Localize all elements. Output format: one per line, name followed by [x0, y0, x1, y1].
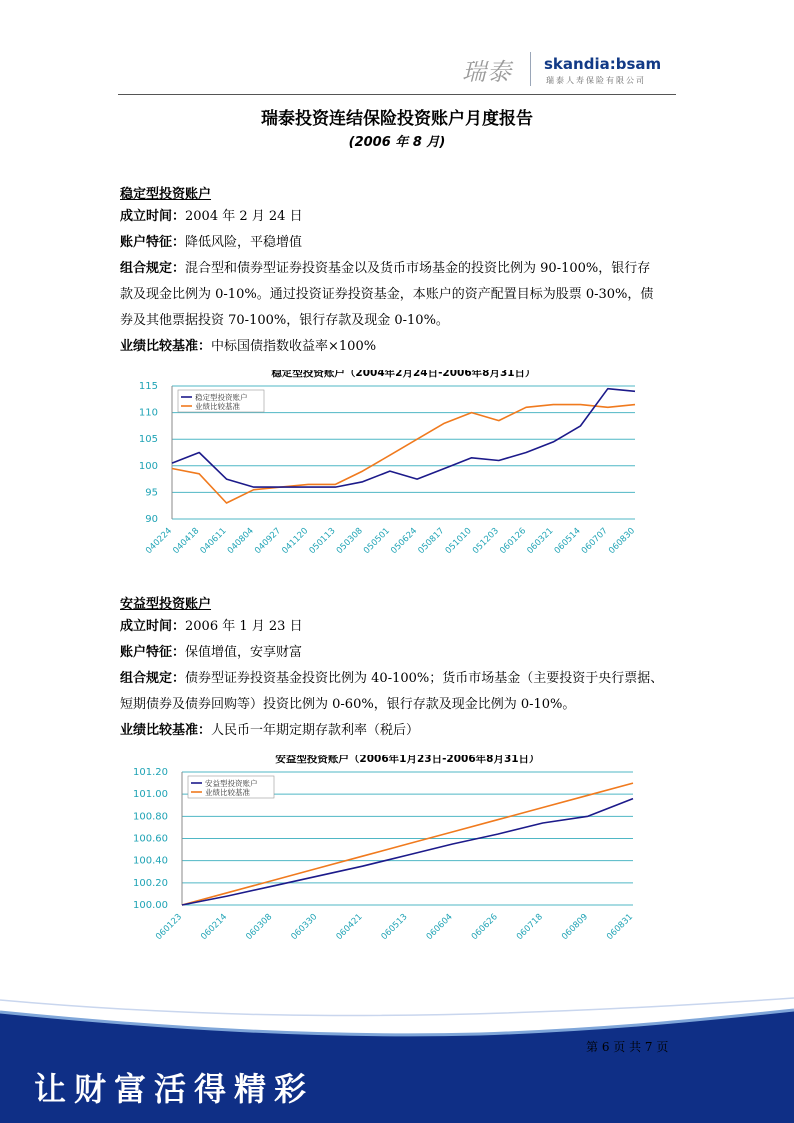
y-tick-label: 100.80 [133, 811, 168, 823]
benchmark-label: 业绩比较基准： [120, 723, 212, 738]
account1-heading: 稳定型投资账户 [120, 187, 212, 202]
footer-slogan: 让财富活得精彩 [34, 1070, 315, 1108]
x-tick-label: 060626 [469, 912, 500, 943]
x-tick-label: 050817 [416, 526, 447, 557]
header-rule [118, 94, 676, 95]
y-tick-label: 100.60 [133, 833, 168, 845]
series-line [182, 799, 633, 905]
legend-label: 业绩比较基准 [205, 788, 250, 797]
x-tick-label: 060421 [334, 912, 365, 943]
series-line [182, 783, 633, 905]
chart-income-account [120, 755, 650, 950]
account2-heading: 安益型投资账户 [120, 597, 212, 612]
y-tick-label: 110 [138, 407, 158, 419]
chart-title: 安益型投资账户（2006年1月23日-2006年8月31日） [275, 755, 540, 765]
x-tick-label: 040611 [198, 526, 229, 557]
x-tick-label: 060809 [560, 912, 591, 943]
stable-chart-svg [130, 370, 650, 580]
x-tick-label: 060123 [154, 912, 185, 943]
x-tick-label: 050624 [389, 526, 420, 557]
y-tick-label: 95 [145, 487, 158, 499]
benchmark-label: 业绩比较基准： [120, 339, 212, 354]
page-number: 第 6 页 共 7 页 [586, 1040, 669, 1054]
legend-label: 稳定型投资账户 [195, 393, 248, 402]
feature-value: 降低风险，平稳增值 [185, 235, 303, 250]
company-logo-subtitle: 瑞泰人寿保险有限公司 [546, 76, 646, 85]
y-tick-label: 100.20 [133, 877, 168, 889]
chart-stable-account [130, 370, 650, 580]
x-tick-label: 060214 [199, 912, 230, 943]
x-tick-label: 040418 [171, 526, 202, 557]
account2-founded [120, 619, 303, 635]
income-chart-svg [120, 755, 650, 950]
x-tick-label: 050308 [334, 526, 365, 557]
report-title: 瑞泰投资连结保险投资账户月度报告 [261, 109, 533, 129]
feature-label: 账户特征： [120, 235, 186, 250]
account2-feature [120, 645, 302, 661]
founded-value: 2006 年 1 月 23 日 [185, 619, 303, 634]
feature-label: 账户特征： [120, 645, 186, 660]
benchmark-value: 中标国债指数收益率×100% [211, 339, 377, 354]
report-subtitle: (2006 年 8 月) [348, 135, 446, 150]
x-tick-label: 040804 [225, 526, 256, 557]
account1-feature [120, 235, 302, 251]
x-tick-label: 060308 [244, 912, 275, 943]
founded-label: 成立时间： [120, 209, 186, 224]
x-tick-label: 060718 [514, 912, 545, 943]
company-logo-cn: 瑞泰 [462, 58, 512, 86]
account2-benchmark [120, 723, 419, 739]
rule-text: 混合型和债券型证券投资基金以及货币市场基金的投资比例为 90-100%，银行存 [185, 261, 651, 276]
account1-rule-line3: 券及其他票据投资 70-100%，银行存款及现金 0-10%。 [120, 313, 449, 328]
x-tick-label: 060830 [607, 526, 638, 557]
x-tick-label: 040224 [144, 526, 175, 557]
company-logo-en: skandia:bsam [544, 55, 662, 73]
y-tick-label: 100.40 [133, 855, 168, 867]
y-tick-label: 100.00 [133, 900, 168, 911]
y-tick-label: 100 [138, 460, 158, 472]
founded-label: 成立时间： [120, 619, 186, 634]
founded-value: 2004 年 2 月 24 日 [185, 209, 303, 224]
account1-founded [120, 209, 303, 225]
account1-rule-line2: 款及现金比例为 0-10%。通过投资证券投资基金，本账户的资产配置目标为股票 0-30%，债 [120, 287, 654, 302]
x-tick-label: 060126 [498, 526, 529, 557]
x-tick-label: 041120 [280, 526, 311, 557]
rule-label: 组合规定： [120, 671, 186, 686]
x-tick-label: 060707 [579, 526, 610, 557]
feature-value: 保值增值，安享财富 [185, 645, 303, 660]
x-tick-label: 060513 [379, 912, 410, 943]
benchmark-value: 人民币一年期定期存款利率（税后） [211, 723, 420, 738]
x-tick-label: 060604 [424, 912, 455, 943]
y-tick-label: 101.20 [133, 767, 168, 778]
x-tick-label: 050113 [307, 526, 338, 557]
legend-label: 业绩比较基准 [195, 402, 240, 411]
account2-rule [120, 671, 663, 687]
x-tick-label: 051010 [443, 526, 474, 557]
account2-rule-line2: 短期债券及债券回购等）投资比例为 0-60%，银行存款及现金比例为 0-10%。 [120, 697, 576, 712]
legend-label: 安益型投资账户 [205, 779, 258, 788]
y-tick-label: 115 [138, 381, 158, 392]
series-line [172, 405, 635, 503]
x-tick-label: 060321 [525, 526, 556, 557]
logo-divider [530, 52, 531, 86]
chart-title: 稳定型投资账户（2004年2月24日-2006年8月31日） [271, 370, 536, 379]
y-tick-label: 101.00 [133, 789, 168, 801]
x-tick-label: 060514 [552, 526, 583, 557]
account1-benchmark [120, 339, 376, 355]
rule-text: 债券型证券投资基金投资比例为 40-100%；货币市场基金（主要投资于央行票据、 [185, 671, 664, 686]
y-tick-label: 105 [138, 434, 158, 446]
rule-label: 组合规定： [120, 261, 186, 276]
x-tick-label: 050501 [361, 526, 393, 557]
y-tick-label: 90 [145, 514, 158, 525]
x-tick-label: 040927 [253, 526, 284, 557]
x-tick-label: 060831 [605, 912, 636, 943]
x-tick-label: 051203 [470, 526, 501, 557]
x-tick-label: 060330 [289, 912, 320, 943]
account1-rule [120, 261, 650, 277]
